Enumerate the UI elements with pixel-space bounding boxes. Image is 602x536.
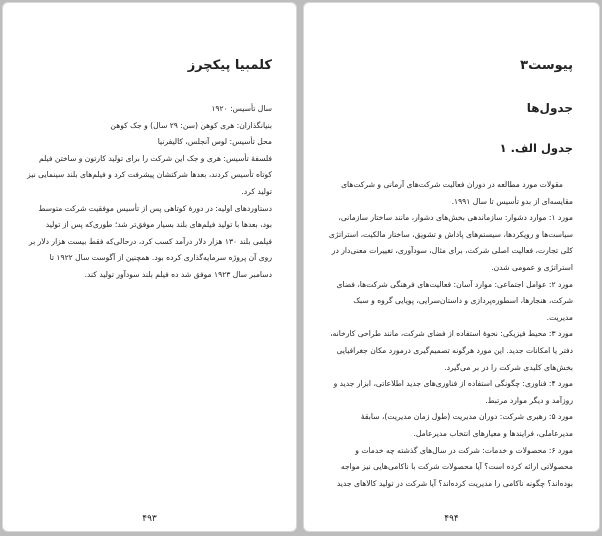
left-page-content: [3, 3, 296, 284]
founders-text: بنیانگذاران: هری کوهن (سن: ۲۹ سال) و جک کوهن: [110, 120, 272, 130]
right-page: [303, 2, 600, 532]
intro-paragraph: مقولات مورد مطالعه در دوران فعالیت شرکت‌های آرمانی و شرکت‌های مقایسه‌ای از بدو تأسیس تا سال ۱۹۹۱.: [341, 180, 573, 206]
founding-place-text: محل تأسیس: لوس آنجلس، کالیفرنیا: [157, 137, 272, 147]
left-page-heading: کلمبیا پیکچرز: [187, 58, 272, 73]
item-paragraph: مورد ۵: رهبری شرکت: دوران مدیریت (طول زمان مدیریت)، سابقهٔ مدیرعاملی، فرایندها و معیارهای انتخاب مدیرعامل.: [360, 412, 573, 438]
item-paragraph: مورد ۱: موارد دشوار: سازماندهی بخش‌های دشوار، مانند ساختار سازمانی، سیاست‌ها و رویکردها، سیستم‌های پاداش و تشویق، ساختار مالکیت، استراتژی کلی تجارت، فعالیت اصلی شرکت، برای مثال، سودآوری، تغییرات معنی‌دار در استراتژی و عمومی شدن.: [328, 213, 573, 272]
item-paragraph: مورد ۳: محیط فیزیکی: نحوهٔ استفاده از فضای شرکت، مانند طراحی کارخانه، دفتر یا امکانات جدید. این مورد هرگونه تصمیم‌گیری درمورد مکان جغرافیایی بخش‌های کلیدی شرکت را در بر می‌گیرد.: [330, 329, 573, 372]
item-paragraph: مورد ۲: عوامل اجتماعی: موارد آسان: فعالیت‌های فرهنگی شرکت‌ها، فضای شرکت، هنجارها، اسطوره‌پردازی و داستان‌سرایی، پویایی گروه و سبک مدیریت.: [336, 279, 573, 322]
left-page-number: ۴۹۳: [142, 514, 157, 524]
right-page-content: [304, 3, 599, 492]
item-paragraph: مورد ۴: فناوری: چگونگی استفاده از فناوری‌های جدید اطلاعاتی، ابزار جدید و روزآمد و دیگر موارد مرتبط.: [333, 379, 573, 405]
founding-philosophy-text: فلسفهٔ تأسیس: هری و جک این شرکت را برای تولید کارتون و ساختن فیلم کوتاه تأسیس کردند، بعدها شرکتشان پیشرفت کرد و فیلم‌های بلند سینمایی نیز تولید کرد.: [27, 153, 272, 196]
left-page: [2, 2, 297, 532]
table-heading: جدول الف. ۱: [499, 141, 573, 155]
tables-subheading: جدول‌ها: [526, 101, 573, 115]
early-achievements-text: دستاوردهای اولیه: در دورهٔ کوتاهی پس از تأسیس موفقیت شرکت متوسط بود، بعدها با تولید فیلم‌های بلند بسیار موفق‌تر شد؛ طوری‌که پس از تولید فیلمی بلند ۱۳۰ هزار دلار درآمد کسب کرد، درحالی‌که فقط بیست هزار دلار بر روی آن پروژه سرمایه‌گذاری کرده بود. همچنین از آگوست سال ۱۹۲۲ تا دسامبر سال ۱۹۲۳ موفق شد ده فیلم بلند سودآور تولید کند.: [28, 203, 272, 279]
item-paragraph: مورد ۶: محصولات و خدمات: شرکت در سال‌های گذشته چه خدمات و محصولاتی ارائه کرده است؟ آیا محصولات شرکت با ناکامی‌هایی نیز مواجه بوده‌اند؟ چگونه ناکامی را مدیریت کرده‌اند؟ آیا شرکت در تولید کالاهای جدید: [336, 445, 573, 488]
right-page-number: ۴۹۴: [444, 514, 459, 524]
appendix-heading: پیوست۳: [520, 58, 573, 73]
founding-year-text: سال تأسیس: ۱۹۲۰: [211, 104, 272, 113]
